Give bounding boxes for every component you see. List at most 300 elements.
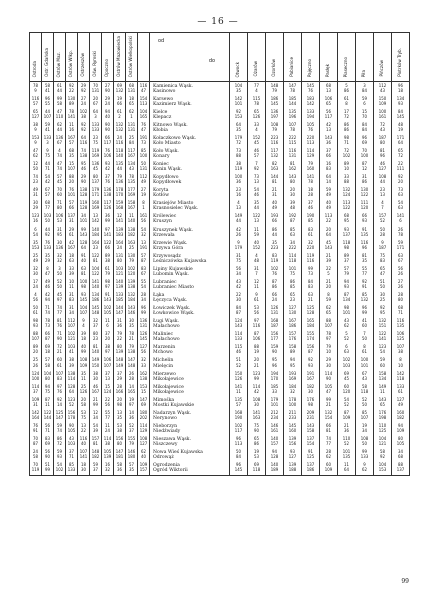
distance-value: 101 xyxy=(360,363,369,369)
distance-table xyxy=(29,32,410,476)
left-distance-cell xyxy=(66,422,78,435)
distance-value: 61 xyxy=(254,298,259,304)
distance-value: 124 xyxy=(103,389,112,395)
distance-value: 30 xyxy=(129,319,134,325)
distance-value: 21 xyxy=(308,298,313,304)
distance-value: 54 xyxy=(380,350,385,356)
left-distance-cell xyxy=(66,213,78,226)
distance-value: 20 xyxy=(33,350,38,356)
distance-value: 138 xyxy=(79,188,88,194)
distance-value: 46 xyxy=(81,167,86,173)
distance-value: 145 xyxy=(139,337,148,343)
right-distance-cell xyxy=(338,383,356,396)
distance-value: 126 xyxy=(234,376,243,382)
station-name: Małachowo xyxy=(153,324,180,330)
distance-value: 26 xyxy=(33,363,38,369)
distance-value: 44 xyxy=(57,127,62,133)
distance-value: 191 xyxy=(139,135,148,141)
left-distance-cell xyxy=(138,252,150,265)
distance-value: 52 xyxy=(344,442,349,448)
distance-value: 101 xyxy=(270,402,279,408)
left-distance-cell xyxy=(126,409,138,422)
distance-value: 61 xyxy=(33,311,38,317)
left-distance-cell xyxy=(30,422,42,435)
distance-value: 33 xyxy=(272,389,277,395)
left-distance-cell xyxy=(102,174,114,187)
left-distance-cell xyxy=(102,422,114,435)
distance-value: 126 xyxy=(139,332,148,338)
distance-value: 106 xyxy=(55,214,64,220)
distance-value: 45 xyxy=(326,240,331,246)
right-distance-cell xyxy=(284,200,302,213)
right-distance-cell xyxy=(356,239,374,252)
right-distance-cell xyxy=(338,357,356,370)
distance-value: 140 xyxy=(91,227,100,233)
left-distance-cell xyxy=(54,449,66,462)
station-name: Nieszawa Wąsk. xyxy=(153,437,191,443)
distance-value: 54 xyxy=(33,232,38,238)
distance-value: 92 xyxy=(69,83,74,89)
right-distance-cell xyxy=(302,396,320,409)
right-distance-cell xyxy=(374,422,392,435)
distance-value: 11 xyxy=(254,284,259,290)
distance-value: 101 xyxy=(288,266,297,272)
distance-value: 113 xyxy=(342,201,351,207)
table-row xyxy=(30,161,410,174)
distance-value: 55 xyxy=(141,279,146,285)
left-distance-cell xyxy=(138,187,150,200)
distance-value: 133 xyxy=(360,455,369,461)
right-distance-cell xyxy=(320,108,338,121)
station-name: Niedźwiady xyxy=(153,428,181,434)
distance-value: 53 xyxy=(117,423,122,429)
left-distance-cell xyxy=(54,200,66,213)
distance-value: 37 xyxy=(117,371,122,377)
distance-value: 168 xyxy=(270,319,279,325)
distance-value: 157 xyxy=(288,332,297,338)
distance-value: 138 xyxy=(139,376,148,382)
distance-value: 84 xyxy=(362,127,367,133)
distance-value: 50 xyxy=(33,167,38,173)
distance-value: 79 xyxy=(117,332,122,338)
distance-value: 37 xyxy=(105,371,110,377)
right-distance-cell xyxy=(320,331,338,344)
left-distance-cell xyxy=(114,108,126,121)
distance-value: 106 xyxy=(252,337,261,343)
distance-value: 98 xyxy=(105,279,110,285)
left-distance-cell xyxy=(30,239,42,252)
distance-value: 147 xyxy=(127,358,136,364)
distance-value: 83 xyxy=(141,266,146,272)
distance-value: 138 xyxy=(67,371,76,377)
distance-value: 161 xyxy=(270,428,279,434)
right-distance-cell xyxy=(266,331,284,344)
right-distance-cell xyxy=(230,357,248,370)
distance-value: 91 xyxy=(33,428,38,434)
distance-value: 68 xyxy=(69,148,74,154)
distance-value: 61 xyxy=(57,363,62,369)
right-distance-cell xyxy=(356,292,374,305)
distance-value: 212 xyxy=(270,410,279,416)
distance-value: 54 xyxy=(141,284,146,290)
right-distance-cell xyxy=(230,305,248,318)
distance-value: 75 xyxy=(290,271,295,277)
distance-value: 87 xyxy=(45,397,50,403)
station-name: Ogród Wiktorii xyxy=(153,468,188,474)
left-distance-cell xyxy=(42,187,54,200)
left-distance-cell xyxy=(114,409,126,422)
station-cell xyxy=(150,409,230,422)
distance-value: 72 xyxy=(398,154,403,160)
distance-value: 125 xyxy=(306,306,315,312)
distance-value: 126 xyxy=(79,389,88,395)
station-name: Nadarzyn Wąsk. xyxy=(153,410,192,416)
distance-value: 131 xyxy=(139,167,148,173)
left-col-header: Opoczno xyxy=(102,33,114,82)
distance-value: 123 xyxy=(252,371,261,377)
distance-value: 40 xyxy=(81,258,86,264)
distance-value: 62 xyxy=(326,455,331,461)
distance-value: 150 xyxy=(91,363,100,369)
distance-value: 92 xyxy=(254,167,259,173)
left-distance-cell xyxy=(78,108,90,121)
distance-value: 31 xyxy=(57,227,62,233)
distance-value: 77 xyxy=(105,415,110,421)
distance-value: 135 xyxy=(360,232,369,238)
distance-value: 116 xyxy=(270,140,279,146)
distance-value: 35 xyxy=(236,88,241,94)
distance-value: 55 xyxy=(105,410,110,416)
right-distance-cell xyxy=(302,239,320,252)
distance-value: 76 xyxy=(105,180,110,186)
right-distance-cell xyxy=(356,344,374,357)
distance-value: 35 xyxy=(33,240,38,246)
distance-value: 30 xyxy=(290,193,295,199)
distance-value: 47 xyxy=(380,271,385,277)
left-distance-cell xyxy=(54,187,66,200)
distance-value: 37 xyxy=(105,175,110,181)
distance-value: 86 xyxy=(344,127,349,133)
distance-value: 72 xyxy=(57,345,62,351)
distance-value: 113 xyxy=(234,442,243,448)
right-distance-cell xyxy=(302,161,320,174)
distance-value: 156 xyxy=(306,345,315,351)
left-distance-cell xyxy=(78,278,90,291)
distance-value: 86 xyxy=(362,180,367,186)
station-name: Łąka xyxy=(153,293,165,298)
right-distance-cell xyxy=(284,462,302,476)
distance-value: 170 xyxy=(270,376,279,382)
station-name: Odrowąż xyxy=(153,455,174,461)
distance-value: 127 xyxy=(288,306,297,312)
left-distance-cell xyxy=(54,174,66,187)
station-name: Krzewie Wąsk. xyxy=(153,240,188,246)
distance-value: 84 xyxy=(362,122,367,128)
distance-value: 86 xyxy=(344,88,349,94)
distance-value: 32 xyxy=(141,358,146,364)
right-distance-cell xyxy=(374,370,392,383)
distance-value: 58 xyxy=(45,363,50,369)
right-distance-cell xyxy=(284,409,302,422)
distance-value: 79 xyxy=(326,345,331,351)
left-distance-cell xyxy=(54,344,66,357)
distance-value: 107 xyxy=(79,450,88,456)
distance-value: 223 xyxy=(270,245,279,251)
left-distance-cell xyxy=(102,344,114,357)
distance-value: 140 xyxy=(91,284,100,290)
distance-value: 46 xyxy=(380,162,385,168)
distance-value: 12 xyxy=(93,410,98,416)
distance-value: 90 xyxy=(81,180,86,186)
distance-value: 23 xyxy=(93,337,98,343)
right-distance-cell xyxy=(356,213,374,226)
distance-value: 63 xyxy=(398,253,403,259)
distance-value: 120 xyxy=(127,271,136,277)
distance-value: 135 xyxy=(342,455,351,461)
distance-value: 131 xyxy=(127,88,136,94)
distance-value: 65 xyxy=(33,109,38,115)
distance-value: 125 xyxy=(378,428,387,434)
distance-value: 144 xyxy=(288,101,297,107)
right-distance-cell xyxy=(230,383,248,396)
distance-value: 54 xyxy=(45,175,50,181)
distance-value: 126 xyxy=(252,114,261,120)
distance-value: 42 xyxy=(45,293,50,298)
distance-value: 35 xyxy=(45,253,50,259)
right-distance-cell xyxy=(320,213,338,226)
distance-value: 98 xyxy=(344,245,349,251)
distance-value: 108 xyxy=(139,437,148,443)
left-distance-cell xyxy=(114,318,126,331)
right-distance-cell xyxy=(302,187,320,200)
distance-value: 85 xyxy=(308,219,313,225)
distance-value: 118 xyxy=(288,258,297,264)
distance-value: 171 xyxy=(396,135,405,141)
distance-value: 98 xyxy=(308,402,313,408)
left-distance-cell xyxy=(114,383,126,396)
right-distance-cell xyxy=(284,383,302,396)
distance-value: 128 xyxy=(270,455,279,461)
right-distance-cell xyxy=(320,396,338,409)
distance-value: 47 xyxy=(326,389,331,395)
right-distance-cell xyxy=(284,134,302,147)
distance-value: 47 xyxy=(57,162,62,168)
table-row xyxy=(30,462,410,476)
right-distance-cell xyxy=(320,436,338,449)
right-distance-cell xyxy=(284,252,302,265)
distance-value: 83 xyxy=(326,167,331,173)
right-distance-cell xyxy=(266,292,284,305)
station-name: Mikołajewice xyxy=(153,389,184,395)
distance-value: 92 xyxy=(57,397,62,403)
right-distance-cell xyxy=(392,357,410,370)
left-distance-cell xyxy=(114,252,126,265)
distance-value: 4 xyxy=(255,127,258,133)
right-distance-cell xyxy=(302,383,320,396)
distance-value: 27 xyxy=(141,188,146,194)
left-distance-cell xyxy=(78,305,90,318)
distance-value: 90 xyxy=(105,127,110,133)
distance-value: 45 xyxy=(344,376,349,382)
right-distance-cell xyxy=(320,200,338,213)
left-distance-cell xyxy=(54,318,66,331)
left-distance-cell xyxy=(138,213,150,226)
distance-value: 47 xyxy=(33,148,38,154)
distance-value: 94 xyxy=(45,384,50,390)
left-distance-cell xyxy=(90,213,102,226)
distance-value: 145 xyxy=(270,101,279,107)
distance-value: 70 xyxy=(33,463,38,469)
station-name: Łowkowice Wąsk. xyxy=(153,311,195,317)
right-distance-cell xyxy=(356,200,374,213)
right-distance-cell xyxy=(266,305,284,318)
distance-value: 66 xyxy=(105,245,110,251)
distance-value: 5 xyxy=(345,332,348,338)
right-distance-cell xyxy=(266,121,284,134)
right-distance-cell xyxy=(320,82,338,96)
distance-value: 182 xyxy=(127,232,136,238)
distance-value: 196 xyxy=(288,114,297,120)
right-distance-cell xyxy=(248,226,266,239)
distance-value: 140 xyxy=(127,219,136,225)
distance-value: 167 xyxy=(91,389,100,395)
distance-value: 14 xyxy=(326,180,331,186)
distance-value: 92 xyxy=(380,306,385,312)
distance-value: 36 xyxy=(129,415,134,421)
distance-value: 128 xyxy=(79,193,88,199)
distance-value: 133 xyxy=(234,337,243,343)
distance-value: 9 xyxy=(34,88,37,94)
distance-value: 98 xyxy=(33,319,38,325)
distance-value: 76 xyxy=(308,88,313,94)
left-distance-cell xyxy=(138,409,150,422)
right-distance-cell xyxy=(392,147,410,160)
distance-value: 142 xyxy=(91,219,100,225)
distance-value: 11 xyxy=(69,122,74,128)
left-distance-cell xyxy=(78,187,90,200)
table-row xyxy=(30,278,410,291)
distance-value: 7 xyxy=(363,332,366,338)
distance-value: 36 xyxy=(105,214,110,220)
right-distance-cell xyxy=(374,331,392,344)
distance-value: 150 xyxy=(378,96,387,102)
distance-value: 138 xyxy=(79,154,88,160)
distance-value: 20 xyxy=(93,96,98,102)
distance-value: 65 xyxy=(254,437,259,443)
distance-value: 79 xyxy=(129,442,134,448)
distance-value: 162 xyxy=(288,167,297,173)
from-label: od xyxy=(158,38,165,44)
right-distance-cell xyxy=(302,121,320,134)
distance-value: 148 xyxy=(91,311,100,317)
left-distance-cell xyxy=(66,161,78,174)
distance-value: 118 xyxy=(360,389,369,395)
left-distance-cell xyxy=(66,292,78,305)
distance-value: 100 xyxy=(79,279,88,285)
distance-value: 105 xyxy=(103,450,112,456)
station-name: Małachowo xyxy=(153,337,180,343)
distance-value: 76 xyxy=(33,423,38,429)
left-distance-cell xyxy=(138,462,150,476)
left-distance-cell xyxy=(102,161,114,174)
distance-value: 197 xyxy=(270,114,279,120)
distance-value: 92 xyxy=(81,127,86,133)
distance-value: 145 xyxy=(234,468,243,474)
distance-value: 141 xyxy=(306,175,315,181)
right-distance-cell xyxy=(338,226,356,239)
right-distance-cell xyxy=(392,436,410,449)
station-name: Lubomin Wąsk. xyxy=(153,271,190,277)
distance-value: 48 xyxy=(254,258,259,264)
distance-value: 116 xyxy=(139,83,148,89)
distance-value: 65 xyxy=(326,101,331,107)
table-row xyxy=(30,213,410,226)
left-distance-cell xyxy=(138,449,150,462)
left-distance-cell xyxy=(30,436,42,449)
distance-value: 96 xyxy=(236,463,241,469)
left-distance-cell xyxy=(54,213,66,226)
distance-value: 96 xyxy=(398,83,403,89)
distance-value: 97 xyxy=(254,319,259,325)
distance-value: 183 xyxy=(115,232,124,238)
left-distance-cell xyxy=(114,462,126,476)
distance-value: 33 xyxy=(254,122,259,128)
left-distance-cell xyxy=(102,357,114,370)
left-distance-cell xyxy=(30,108,42,121)
distance-value: 103 xyxy=(67,345,76,351)
left-distance-cell xyxy=(78,265,90,278)
distance-value: 233 xyxy=(288,415,297,421)
distance-value: 128 xyxy=(79,240,88,246)
station-name: Kruszynek Wąsk. xyxy=(153,227,193,233)
station-name: Michelin xyxy=(153,358,174,364)
right-distance-cell xyxy=(266,95,284,108)
distance-value: 37 xyxy=(326,148,331,154)
distance-value: 223 xyxy=(270,135,279,141)
distance-value: 67 xyxy=(45,188,50,194)
distance-value: 61 xyxy=(362,350,367,356)
distance-value: 38 xyxy=(105,442,110,448)
distance-value: 45 xyxy=(254,140,259,146)
left-distance-cell xyxy=(90,409,102,422)
distance-value: 50 xyxy=(57,271,62,277)
left-distance-cell xyxy=(78,462,90,476)
left-distance-cell xyxy=(42,292,54,305)
left-distance-cell xyxy=(114,422,126,435)
distance-value: 64 xyxy=(326,232,331,238)
right-distance-cell xyxy=(284,265,302,278)
distance-value: 111 xyxy=(360,201,369,207)
distance-value: 140 xyxy=(115,279,124,285)
left-distance-cell xyxy=(66,305,78,318)
distance-value: 104 xyxy=(79,306,88,312)
distance-value: 59 xyxy=(57,423,62,429)
right-distance-cell xyxy=(392,422,410,435)
distance-value: 94 xyxy=(398,423,403,429)
distance-value: 98 xyxy=(344,306,349,312)
distance-value: 11 xyxy=(105,423,110,429)
right-distance-cell xyxy=(302,449,320,462)
distance-value: 23 xyxy=(33,180,38,186)
distance-value: 24 xyxy=(105,428,110,434)
distance-value: 89 xyxy=(344,253,349,259)
station-cell xyxy=(150,383,230,396)
right-distance-cell xyxy=(392,108,410,121)
distance-value: 44 xyxy=(272,232,277,238)
distance-value: 132 xyxy=(127,293,136,298)
distance-value: 132 xyxy=(378,319,387,325)
distance-value: 105 xyxy=(396,442,405,448)
